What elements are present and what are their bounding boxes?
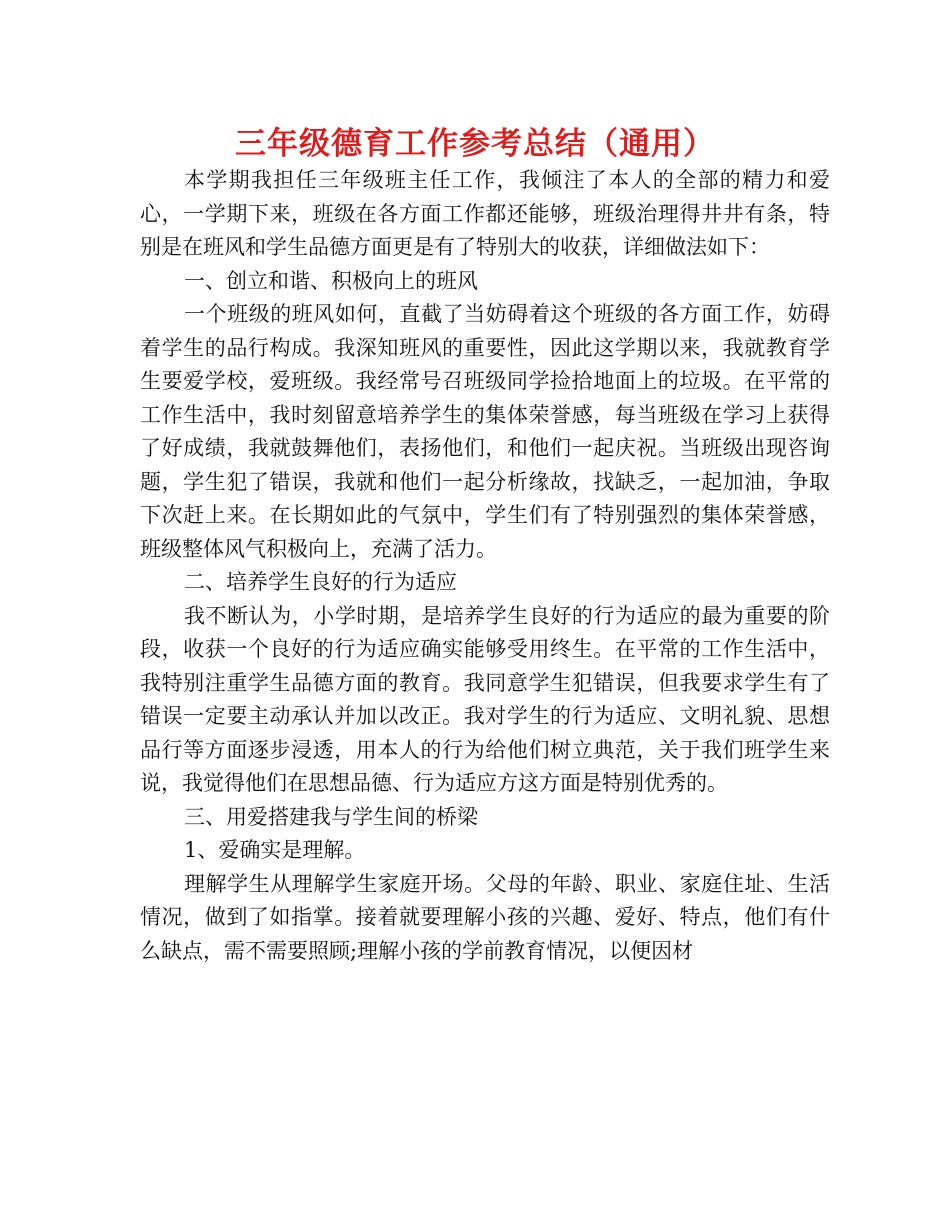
section-heading-1: 一、创立和谐、积极向上的班风: [184, 268, 478, 293]
section-heading-3: 三、用爱搭建我与学生间的桥梁: [184, 804, 478, 829]
subsection-heading-1: 1、爱确实是理解。: [184, 838, 366, 862]
document-body: [140, 164, 830, 968]
document-title: 三年级德育工作参考总结（通用）: [235, 126, 715, 162]
section-heading-2: 二、培养学生良好的行为适应: [184, 570, 457, 594]
paragraph-understanding: 理解学生从理解学生家庭开场。父母的年龄、职业、家庭住址、生活情况，做到了如指掌。接着就要理解小孩的兴趣、爱好、特点，他们有什么缺点，需不需要照顾;理解小孩的学前教育情况，以便因材: [140, 871, 830, 963]
paragraph-behavior-habits: 我不断认为，小学时期，是培养学生良好的行为适应的最为重要的阶段，收获一个良好的行为适应确实能够受用终生。在平常的工作生活中，我特别注重学生品德方面的教育。我同意学生犯错误，但我要求学生有了错误一定要主动承认并加以改正。我对学生的行为适应、文明礼貌、思想品行等方面逐步浸透，用本人的行为给他们树立典范，关于我们班学生来说，我觉得他们在思想品德、行为适应方这方面是特别优秀的。: [140, 603, 830, 795]
paragraph-intro: 本学期我担任三年级班主任工作，我倾注了本人的全部的精力和爱心，一学期下来，班级在各方面工作都还能够，班级治理得井井有条，特别是在班风和学生品德方面更是有了特别大的收获，详细做法如下：: [140, 168, 830, 259]
paragraph-class-spirit: 一个班级的班风如何，直截了当妨碍着这个班级的各方面工作，妨碍着学生的品行构成。我深知班风的重要性，因此这学期以来，我就教育学生要爱学校，爱班级。我经常号召班级同学捡拾地面上的垃圾。在平常的工作生活中，我时刻留意培养学生的集体荣誉感，每当班级在学习上获得了好成绩，我就鼓舞他们，表扬他们，和他们一起庆祝。当班级出现咨询题，学生犯了错误，我就和他们一起分析缘故，找缺乏，一起加油，争取下次赶上来。在长期如此的气氛中，学生们有了特别强烈的集体荣誉感，班级整体风气积极向上，充满了活力。: [140, 302, 830, 561]
